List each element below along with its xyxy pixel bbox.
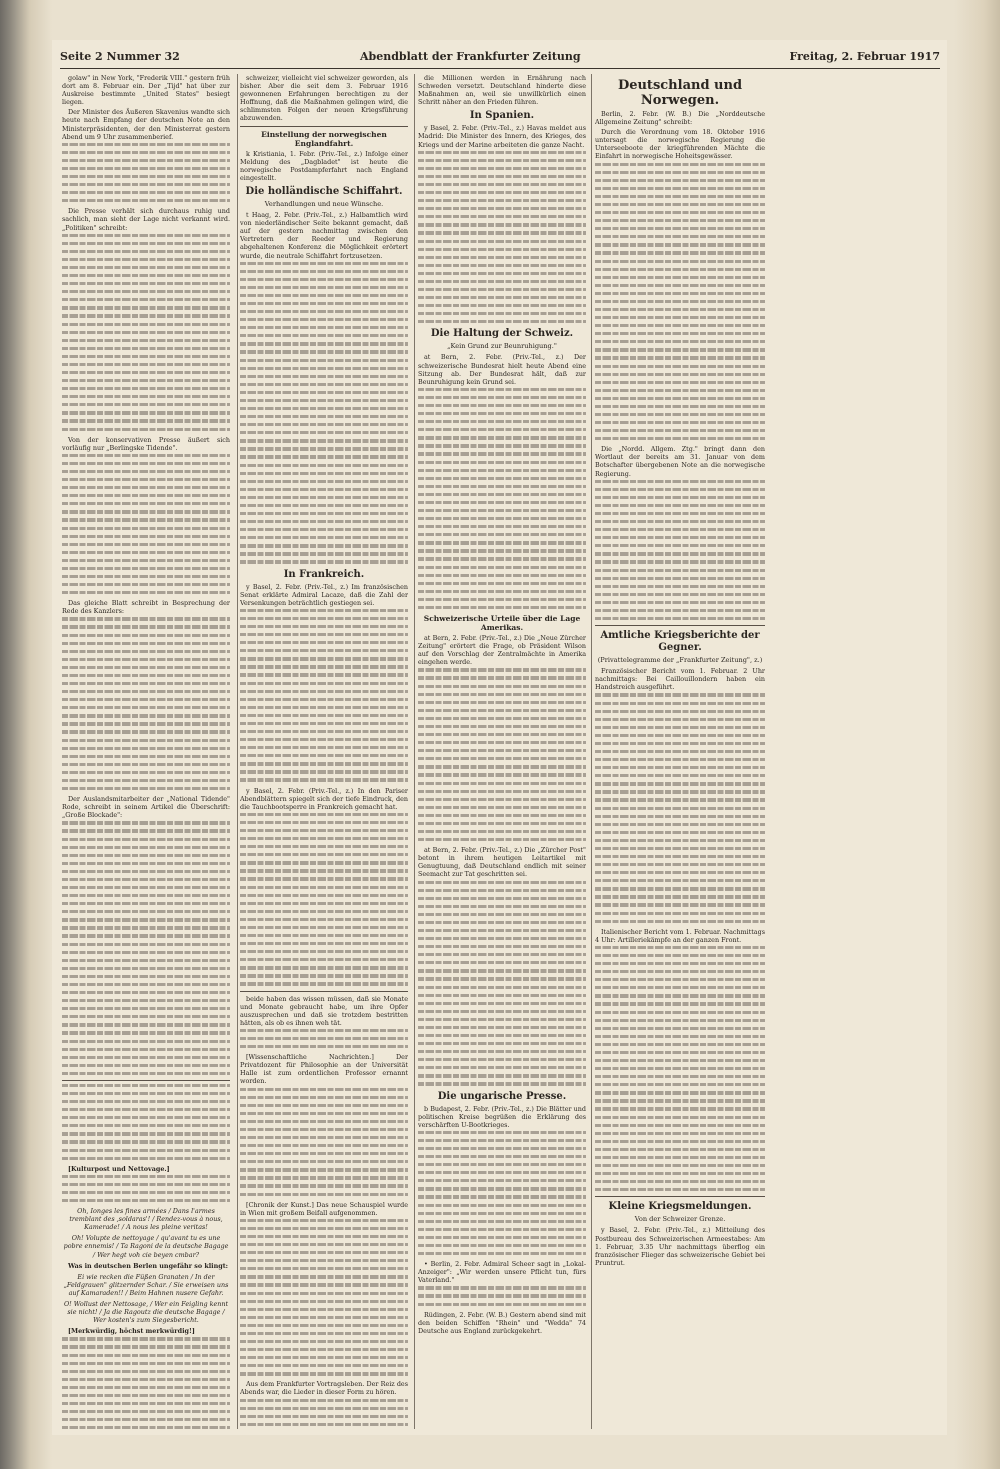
article-subheading: „Kein Grund zur Beunruhigung." bbox=[447, 342, 557, 351]
column-1 bbox=[62, 74, 230, 1429]
poem-stanza: Oh! Volupte de nettoyage / qu'avant tu es une pobre ennemis! / Ta Ragoni de la deutsche Bagage / Wer hegt voh cie beyen cmbar? bbox=[63, 1234, 229, 1259]
section-divider bbox=[240, 991, 408, 992]
article-heading: Schweizerische Urteile über die Lage Amerikas. bbox=[423, 614, 581, 633]
article-subheading: Von der Schweizer Grenze. bbox=[634, 1215, 726, 1224]
article-subheading: Verhandlungen und neue Wünsche. bbox=[264, 199, 384, 208]
article-subheading: (Privattelegramme der „Frankfurter Zeitung", z.) bbox=[597, 656, 763, 665]
feuilleton-heading: [Merkwürdig, höchst merkwürdig!] bbox=[68, 1327, 195, 1336]
article-paragraph: Französischer Bericht vom 1. Februar. 2 Uhr nachmittags: Bei Caillouillondern haben ein Handstreich ausgeführt. bbox=[595, 667, 765, 692]
newspaper-title: Abendblatt der Frankfurter Zeitung bbox=[360, 50, 581, 63]
article-paragraph: Italienischer Bericht vom 1. Februar. Nachmittags 4 Uhr: Artilleriekämpfe an der ganzen Front. bbox=[595, 927, 765, 944]
article-heading: Amtliche Kriegsberichte der Gegner. bbox=[600, 630, 760, 654]
text-lines bbox=[62, 617, 230, 790]
poem-stanza: Ei wie recken die Füßen Granaten / In der „Feldgrauen" glitzernder Schar. / Sie erweisen uns auf Kamaraden!! / Beim Hahnen nusere Gefahr. bbox=[63, 1272, 229, 1297]
text-lines bbox=[418, 668, 586, 841]
article-paragraph: Das gleiche Blatt schreibt in Besprechung der Rede des Kanzlers: bbox=[62, 599, 230, 616]
section-divider bbox=[595, 625, 765, 626]
page-edge-shadow bbox=[954, 0, 1000, 1469]
article-paragraph: at Bern, 2. Febr. (Priv.-Tel., z.) Die „Neue Zürcher Zeitung" erörtert die Frage, ob Präsident Wilson auf den Vorschlag der Zentralmächte in Amerika eingehen werde. bbox=[418, 634, 586, 667]
section-divider bbox=[240, 126, 408, 127]
binding-gutter bbox=[0, 0, 52, 1469]
article-heading: Kleine Kriegsmeldungen. bbox=[608, 1201, 752, 1213]
text-lines bbox=[240, 1029, 408, 1048]
text-lines bbox=[240, 609, 408, 782]
article-paragraph: at Bern, 2. Febr. (Priv.-Tel., z.) Die „Zürcher Post" betont in ihrem heutigen Leitartikel mit Genugtuung, daß Deutschland endlich mit seiner Seemacht zur Tat geschritten sei. bbox=[418, 846, 586, 879]
page-number: Seite 2 Nummer 32 bbox=[60, 50, 180, 63]
text-lines bbox=[62, 454, 230, 595]
article-heading: In Spanien. bbox=[469, 110, 535, 122]
article-paragraph: Berlin, 2. Febr. (W. B.) Die „Norddeutsche Allgemeine Zeitung" schreibt: bbox=[595, 110, 765, 127]
text-lines bbox=[418, 1131, 586, 1255]
text-lines bbox=[240, 813, 408, 986]
column-rule bbox=[591, 74, 592, 1429]
article-heading: Einstellung der norwegischen Englandfahrt. bbox=[261, 129, 387, 148]
article-paragraph: y Basel, 2. Febr. (Priv.-Tel., z.) In den Pariser Abendblättern spiegelt sich der tiefe Eindruck, den die Tauchbootsperre in Frankreich gemacht hat. bbox=[240, 786, 408, 811]
text-lines bbox=[62, 1337, 230, 1429]
article-paragraph: y Basel, 2. Febr. (Priv.-Tel., z.) Havas meldet aus Madrid: Die Minister des Innern, des Krieges, des Kriegs und der Marine arbeiteten die ganze Nacht. bbox=[418, 124, 586, 149]
text-lines bbox=[62, 234, 230, 431]
news-item: [Chronik der Kunst.] Das neue Schauspiel wurde in Wien mit großem Beifall aufgenommen. bbox=[240, 1200, 408, 1217]
news-item: [Wissenschaftliche Nachrichten.] Der Privatdozent für Philosophie an der Universität Halle ist zum ordentlichen Professor ernannt worden. bbox=[240, 1053, 408, 1086]
article-paragraph: Der Minister des Äußeren Skavenius wandte sich heute nach Empfang der deutschen Note an den Ministerpräsidenten, der den Ministerrat gestern Abend um 9 Uhr zusammenberief. bbox=[62, 108, 230, 141]
article-paragraph: Rüdingen, 2. Febr. (W. B.) Gestern abend sind mit den beiden Schiffen "Rhein" und "Wedda" 74 Deutsche aus England zurückgekehrt. bbox=[418, 1310, 586, 1335]
text-lines bbox=[62, 1175, 230, 1202]
section-divider bbox=[595, 1196, 765, 1197]
text-lines bbox=[62, 143, 230, 203]
article-heading: Die Haltung der Schweiz. bbox=[430, 328, 574, 340]
article-paragraph: die Millionen werden in Ernährung nach Schweden versetzt. Deutschland hinderte diese Maßnahmen an, weil sie unwillkürlich einen Schritt näher an den Frieden führen. bbox=[418, 74, 586, 107]
text-lines bbox=[595, 946, 765, 1192]
article-paragraph: y Basel, 2. Febr. (Priv.-Tel., z.) Mitteilung des Postbureau des Schweizerischen Armeestabes: Am 1. Februar, 3.35 Uhr nachmittags überflog ein französischer Flieger das schweizerische Gebiet bei Pruntrut. bbox=[595, 1226, 765, 1267]
article-paragraph: Durch die Verordnung vom 18. Oktober 1916 untersagt die norwegische Regierung die Unterseeboote der kriegführenden Mächte die Einfahrt in norwegische Hoheitsgewässer. bbox=[595, 128, 765, 161]
article-heading: In Frankreich. bbox=[283, 568, 365, 580]
article-paragraph: golaw" in New York, "Frederik VIII." gestern früh dort am 8. Februar ein. Der „Tijd" hat über zur Auskreise bestimmte „United States" besiegt liegen. bbox=[62, 74, 230, 107]
masthead bbox=[60, 46, 940, 69]
poem-stanza: Oh, Ionges les fines armées / Dans l'armes tremblant des ‚soldaras'! / Rendez-vous à nous, Kamerade! / A nous les pleine veritas! bbox=[69, 1207, 223, 1232]
text-lines bbox=[418, 388, 586, 609]
text-lines bbox=[418, 881, 586, 1086]
article-paragraph: y Basel, 2. Febr. (Priv.-Tel., z.) Im französischen Senat erklärte Admiral Lacaze, daß die Zahl der Versenkungen beträchtlich gestiegen sei. bbox=[240, 582, 408, 607]
text-lines bbox=[240, 262, 408, 564]
text-lines bbox=[595, 163, 765, 441]
article-paragraph: schweizer, vielleicht viel schweizer geworden, als bisher. Aber die seit dem 3. Februar 1916 gewonnenen Erfahrungen berechtigen zu der Hoffnung, daß die Maßnahmen gelingen wird, die schlimmsten Folgen der neuen Kriegsführung abzuwenden. bbox=[240, 74, 408, 123]
feuilleton-heading: [Kulturpost und Nettovage.] bbox=[68, 1164, 170, 1173]
text-lines bbox=[240, 1219, 408, 1376]
text-lines bbox=[418, 151, 586, 324]
article-paragraph: Der Auslandsmitarbeiter der „National Tidende" Rode, schreibt in seinem Artikel die Überschrift: „Große Blockade": bbox=[62, 795, 230, 820]
text-lines bbox=[595, 480, 765, 621]
column-rule bbox=[414, 74, 415, 1429]
text-lines bbox=[418, 1286, 586, 1305]
poem-intro: Was in deutschen Berlen ungefähr so klingt: bbox=[68, 1261, 229, 1270]
text-lines bbox=[240, 1399, 408, 1429]
article-paragraph: t Haag, 2. Febr. (Priv.-Tel., z.) Halbamtlich wird von niederländischer Seite bekannt gemacht, daß auf der gestern nachmittag zwischen den Vertretern der Reeder und Regierung abgehaltenen Konferenz die Möglichkeit erörtert wurde, die neutrale Schiffahrt fortzusetzen. bbox=[240, 211, 408, 260]
article-paragraph: • Berlin, 2. Febr. Admiral Scheer sagt in „Lokal-Anzeiger": „Wir werden unsere Pflicht tun, fürs Vaterland." bbox=[418, 1260, 586, 1285]
text-lines bbox=[62, 1084, 230, 1160]
text-lines bbox=[595, 693, 765, 922]
article-paragraph: Die Presse verhält sich durchaus ruhig und sachlich, man sieht der Lage nicht verkannt wird. „Politiken" schreibt: bbox=[62, 207, 230, 232]
newspaper-page bbox=[52, 40, 947, 1435]
text-lines bbox=[62, 821, 230, 1075]
article-paragraph: Die „Nordd. Allgem. Ztg." bringt dann den Wortlaut der bereits am 31. Januar von dem Botschafter übergebenen Note an die norwegische Regierung. bbox=[595, 445, 765, 478]
column-4 bbox=[595, 74, 765, 1429]
column-3 bbox=[418, 74, 586, 1429]
article-heading: Die ungarische Presse. bbox=[437, 1090, 567, 1102]
section-divider bbox=[62, 1080, 230, 1081]
article-paragraph: at Bern, 2. Febr. (Priv.-Tel., z.) Der schweizerische Bundesrat hielt heute Abend eine Sitzung ab. Der Bundesrat hält, daß zur Beunruhigung kein Grund sei. bbox=[418, 353, 586, 386]
column-2 bbox=[240, 74, 408, 1429]
article-heading: Deutschland und Norwegen. bbox=[617, 78, 743, 108]
article-paragraph: b Budapest, 2. Febr. (Priv.-Tel., z.) Die Blätter und politischen Kreise begrüßen die Erklärung des verschärften U-Bootkrieges. bbox=[418, 1104, 586, 1129]
article-paragraph: beide haben das wissen müssen, daß sie Monate und Monate gebraucht habe, um ihre Opfer auszusprechen und daß sie trotzdem bestritten hätten, als ob es ihnen weh tät. bbox=[240, 994, 408, 1027]
article-heading: Die holländische Schiffahrt. bbox=[245, 185, 403, 197]
issue-date: Freitag, 2. Februar 1917 bbox=[789, 50, 940, 63]
article-paragraph: k Kristiania, 1. Febr. (Priv.-Tel., z.) Infolge einer Meldung des „Dagbladet" ist heute die norwegische Postdampferfahrt nach England eingestellt. bbox=[240, 149, 408, 182]
poem-stanza: O! Wollust der Nettosage, / Wer ein Feigling kennt sie nicht! / Ja die Ragoutz die deutsche Bagage / Wer kosten's zum Siegesbericht. bbox=[63, 1300, 229, 1325]
text-lines bbox=[240, 1088, 408, 1196]
article-paragraph: Von der konservativen Presse äußert sich vorläufig nur „Berlingske Tidende". bbox=[62, 435, 230, 452]
news-item: Aus dem Frankfurter Vortragsleben. Der Reiz des Abends war, die Lieder in dieser Form zu hören. bbox=[240, 1380, 408, 1397]
column-rule bbox=[237, 74, 238, 1429]
